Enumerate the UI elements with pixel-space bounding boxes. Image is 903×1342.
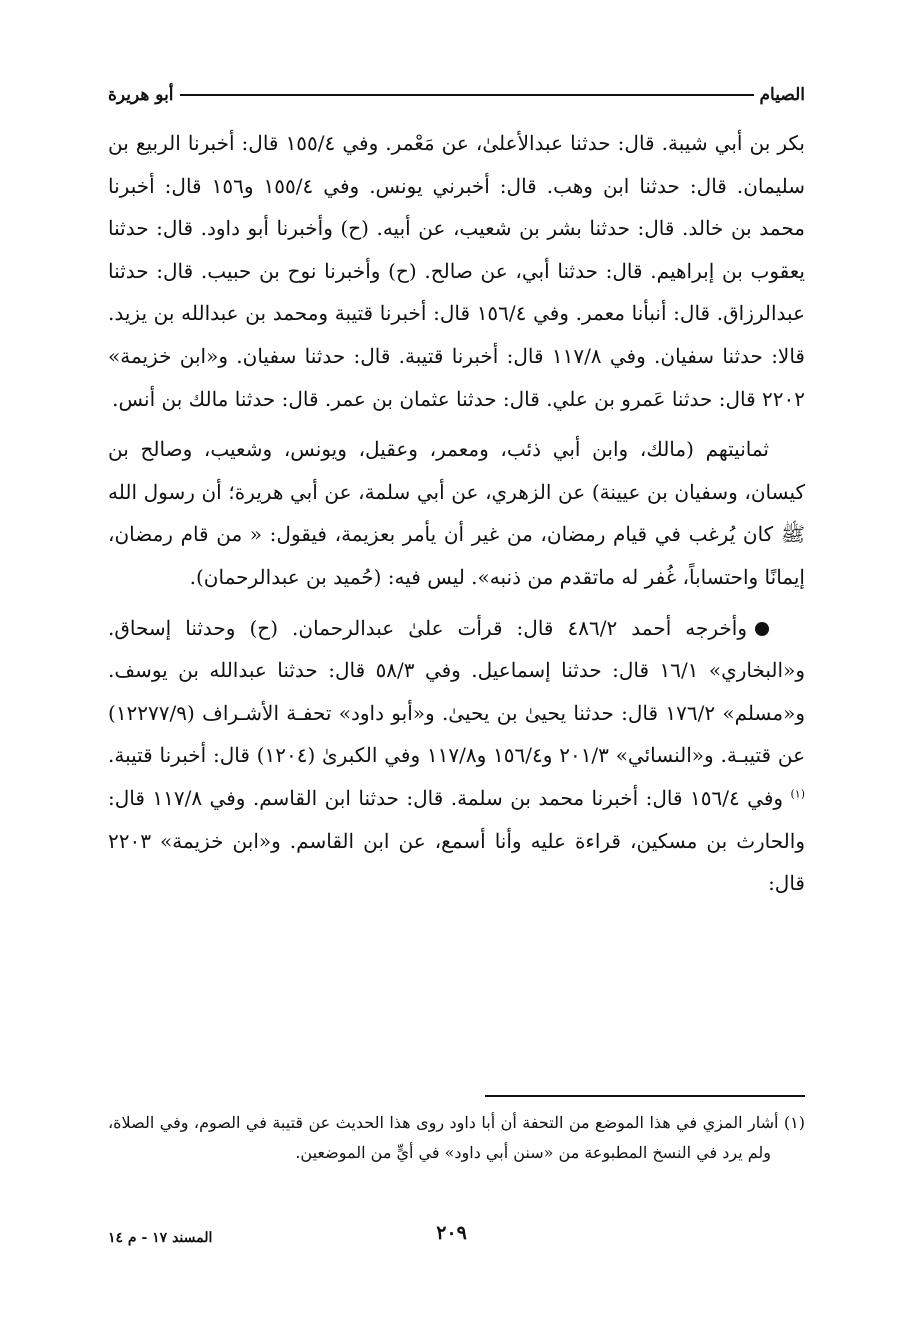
main-text: [108, 122, 805, 905]
bullet-dot-icon: [755, 622, 769, 636]
footnote-reference[interactable]: (١): [790, 787, 806, 801]
footnote-separator: [485, 1095, 805, 1097]
paragraph-2: ثمانيتهم (مالك، وابن أبي ذئب، ومعمر، وعقيل، ويونس، وشعيب، وصالح بن كيسان، وسفيان بن عيينة) عن الزهري، عن أبي سلمة، عن أبي هريرة؛ أن رسول الله ﷺ كان يُرغب في قيام رمضان، من غير أن يأمر بعزيمة، فيقول: « من قام رمضان، إيمانًا واحتساباً، غُفر له ماتقدم من ذنبه». ليس فيه: (حُميد بن عبدالرحمان).: [108, 437, 805, 589]
section-title: أبو هريرة: [108, 85, 174, 105]
paragraph-3: [108, 607, 805, 905]
signature-mark: المسند ١٧ - م ١٤: [108, 1230, 213, 1246]
header-rule: [180, 94, 754, 96]
footnote-1: (١) أشار المزي في هذا الموضع من التحفة أن أبا داود روى هذا الحديث عن قتيبة في الصوم، وفي الصلاة، ولم يرد في النسخ المطبوعة من «سنن أبي داود» في أيٍّ من الموضعين.: [108, 1113, 805, 1162]
paragraph-3-part-2: وفي ١٥٦/٤ قال: أخبرنا محمد بن سلمة. قال: حدثنا ابن القاسم. وفي ١١٧/٨ قال: والحارث بن مسكين، قراءة عليه وأنا أسمع، عن ابن القاسم. و«ابن خزيمة» ٢٢٠٣ قال:: [108, 785, 805, 896]
running-header: [108, 78, 805, 112]
paragraph-3-part-1: وأخرجه أحمد ٤٨٦/٢ قال: قرأت علىٰ عبدالرحمان. (ح) وحدثنا إسحاق. و«البخاري» ١٦/١ قال: حدثنا إسماعيل. وفي ٥٨/٣ قال: حدثنا عبدالله بن يوسف. و«مسلم» ١٧٦/٢ قال: حدثنا يحيىٰ بن يحيىٰ. و«أبو داود» تحفـة الأشـراف (١٢٢٧٧/٩) عن قتيبـة. و«النسائي» ٢٠١/٣ و١٥٦/٤ و١١٧/٨ وفي الكبرىٰ (١٢٠٤) قال: أخبرنا قتيبة.: [108, 615, 806, 768]
paragraph-1: بكر بن أبي شيبة. قال: حدثنا عبدالأعلىٰ، عن مَعْمر. وفي ١٥٥/٤ قال: أخبرنا الربيع بن سليمان. قال: حدثنا ابن وهب. قال: أخبرني يونس. وفي ١٥٥/٤ و١٥٦ قال: أخبرنا محمد بن خالد. قال: حدثنا بشر بن شعيب، عن أبيه. (ح) وأخبرنا أبو داود. قال: حدثنا يعقوب بن إبراهيم. قال: حدثنا أبي، عن صالح. (ح) وأخبرنا نوح بن حبيب. قال: حدثنا عبدالرزاق. قال: أنبأنا معمر. وفي ١٥٦/٤ قال: أخبرنا قتيبة ومحمد بن عبدالله بن يزيد. قالا: حدثنا سفيان. وفي ١١٧/٨ قال: أخبرنا قتيبة. قال: حدثنا سفيان. و«ابن خزيمة» ٢٢٠٢ قال: حدثنا عَمرو بن علي. قال: حدثنا عثمان بن عمر. قال: حدثنا مالك بن أنس.: [108, 131, 806, 411]
page-number: ٢٠٩: [436, 1222, 467, 1244]
footnotes: [108, 1108, 805, 1168]
chapter-title: الصيام: [759, 85, 805, 105]
